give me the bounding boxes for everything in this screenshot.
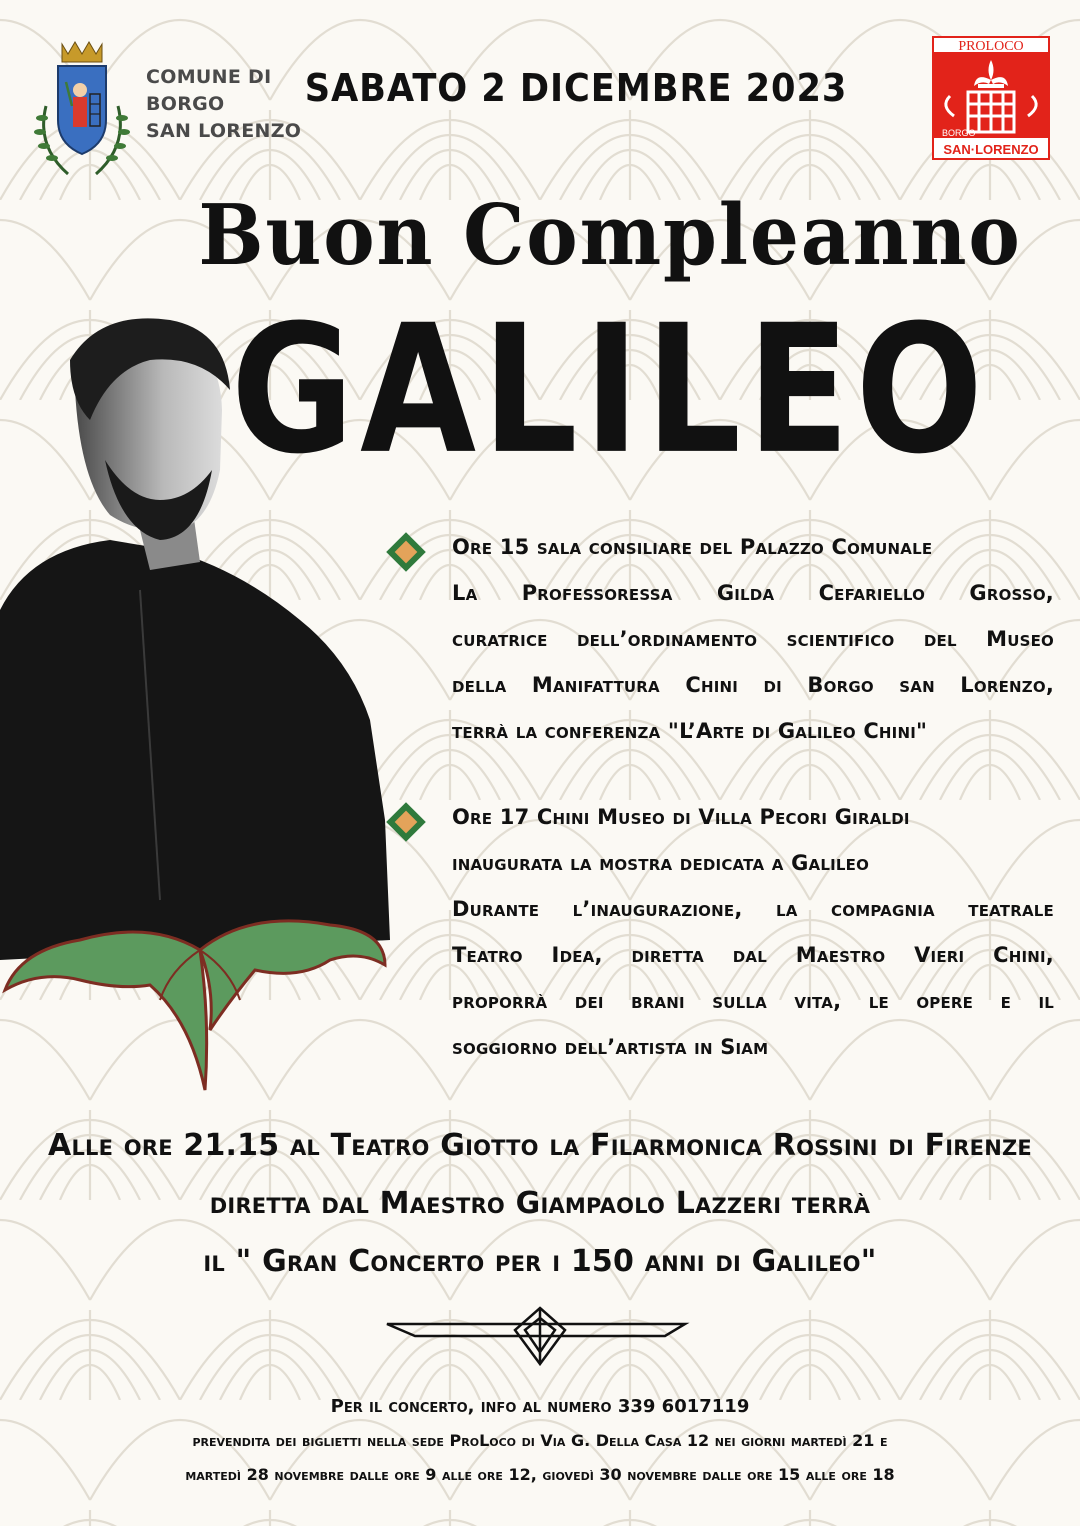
footer-info: [40, 1392, 1040, 1494]
concert-line-1: Alle ore 21.15 al Teatro Giotto la Filarmonica Rossini di Firenze: [48, 1128, 1032, 1163]
event-2-line-1: Ore 17 Chini Museo di Villa Pecori Giraldi: [452, 805, 910, 829]
comune-line-2: BORGO: [146, 93, 225, 115]
title-line-2: GALILEO: [230, 288, 990, 494]
event-1-line-3: curatrice dell’ordinamento scientifico del Museo: [452, 627, 1054, 651]
proloco-bottom-text: SAN·LORENZO: [943, 142, 1039, 157]
proloco-bottom-small-text: BORGO: [942, 128, 976, 138]
footer-presale-line-1: prevendita dei biglietti nella sede ProLoco di Via G. Della Casa 12 nei giorni martedì 21 e: [192, 1431, 888, 1450]
diamond-bullet-icon: [384, 800, 428, 844]
event-2-line-6: soggiorno dell’artista in Siam: [452, 1035, 769, 1059]
event-2-line-3: Durante l’inaugurazione, la compagnia teatrale: [452, 897, 1054, 921]
event-1-line-1: Ore 15 sala consiliare del Palazzo Comunale: [452, 535, 933, 559]
event-2-line-5: proporrà dei brani sulla vita, le opere e il: [452, 989, 1054, 1013]
footer-info-line: Per il concerto, info al numero 339 6017119: [330, 1396, 750, 1417]
concert-line-3: il " Gran Concerto per i 150 anni di Galileo": [203, 1244, 877, 1279]
proloco-logo: [932, 36, 1050, 160]
event-date: SABATO 2 DICEMBRE 2023: [304, 66, 848, 111]
concert-announcement: [20, 1122, 1060, 1296]
comune-line-1: COMUNE DI: [146, 66, 272, 88]
title-line-1: Buon Compleanno: [198, 186, 1022, 284]
concert-line-2: diretta dal Maestro Giampaolo Lazzeri terrà: [209, 1186, 871, 1221]
event-1-line-5: terrà la conferenza "L’Arte di Galileo Chini": [452, 719, 928, 743]
diamond-bullet-icon: [384, 530, 428, 574]
event-1-line-2: La Professoressa Gilda Cefariello Grosso,: [452, 581, 1054, 605]
comune-name: [146, 64, 301, 145]
comune-line-3: SAN LORENZO: [146, 120, 302, 142]
footer-presale-line-2: martedì 28 novembre dalle ore 9 alle ore 12, giovedì 30 novembre dalle ore 15 alle ore 18: [185, 1465, 895, 1484]
proloco-top-text: PROLOCO: [958, 39, 1024, 54]
art-deco-divider-icon: [385, 1306, 695, 1370]
event-2-line-4: Teatro Idea, diretta dal Maestro Vieri Chini,: [452, 943, 1054, 967]
acanthus-leaf-ornament: [5, 921, 385, 1090]
event-1-line-4: della Manifattura Chini di Borgo san Lorenzo,: [452, 673, 1054, 697]
municipal-crest-icon: [28, 36, 136, 182]
event-2-line-2: inaugurata la mostra dedicata a Galileo: [452, 851, 870, 875]
